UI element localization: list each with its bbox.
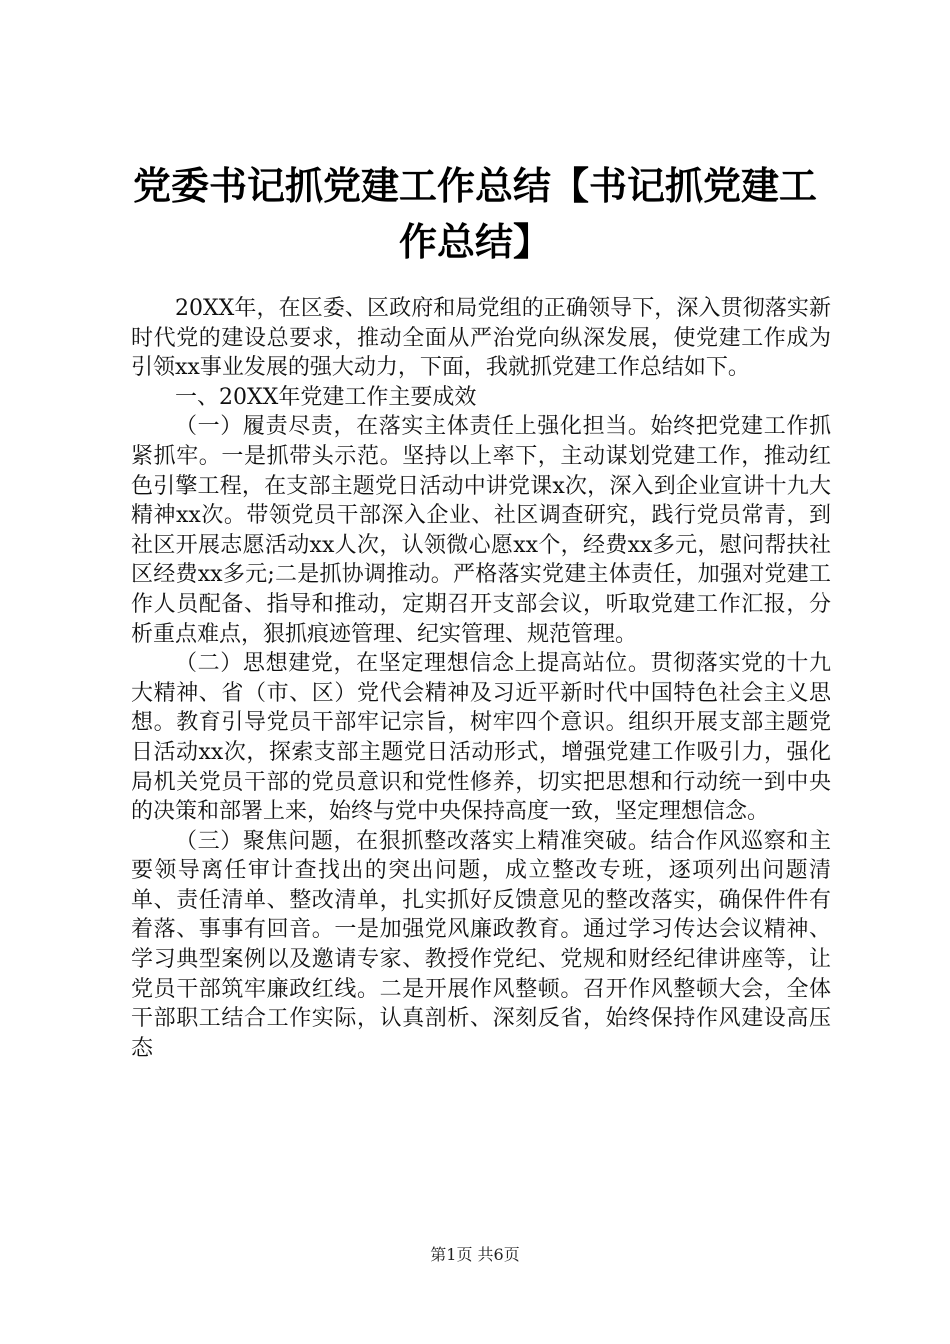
document-title: 党委书记抓党建工作总结【书记抓党建工作总结】 [132, 164, 817, 264]
section-heading: 一、20XX年党建工作主要成效 [175, 384, 477, 410]
paragraph-1: （一）履责尽责，在落实主体责任上强化担当。始终把党建工作抓紧抓牢。一是抓带头示范。坚持以上率下，主动谋划党建工作，推动红色引擎工程，在支部主题党日活动中讲党课x次，深入到企业宣讲十九大精神xx次。带领党员干部深入企业、社区调查研究，践行党员常青，到社区开展志愿活动xx人次，认领微心愿xx个，经费xx多元，慰问帮扶社区经费xx多元;二是抓协调推动。严格落实党建主体责任，加强对党建工作人员配备、指导和推动，定期召开支部会议，听取党建工作汇报，分析重点难点，狠抓痕迹管理、纪实管理、规范管理。 [131, 414, 831, 647]
paragraph-3: （三）聚焦问题，在狠抓整改落实上精准突破。结合作风巡察和主要领导离任审计查找出的突出问题，成立整改专班，逐项列出问题清单、责任清单、整改清单，扎实抓好反馈意见的整改落实，确保件件有着落、事事有回音。一是加强党风廉政教育。通过学习传达会议精神、学习典型案例以及邀请专家、教授作党纪、党规和财经纪律讲座等，让党员干部筑牢廉政红线。二是开展作风整顿。召开作风整顿大会，全体干部职工结合工作实际，认真剖析、深刻反省，始终保持作风建设高压态 [131, 828, 831, 1061]
paragraph-2: （二）思想建党，在坚定理想信念上提高站位。贯彻落实党的十九大精神、省（市、区）党代会精神及习近平新时代中国特色社会主义思想。教育引导党员干部牢记宗旨，树牢四个意识。组织开展支部主题党日活动xx次，探索支部主题党日活动形式，增强党建工作吸引力，强化局机关党员干部的党员意识和党性修养，切实把思想和行动统一到中央的决策和部署上来，始终与党中央保持高度一致，坚定理想信念。 [131, 651, 831, 825]
document-body [131, 294, 831, 1063]
intro-paragraph: 20XX年，在区委、区政府和局党组的正确领导下，深入贯彻落实新时代党的建设总要求，推动全面从严治党向纵深发展，使党建工作成为引领xx事业发展的强大动力，下面，我就抓党建工作总结如下。 [131, 296, 831, 381]
page-footer: 第1页 共6页 [430, 1245, 520, 1264]
